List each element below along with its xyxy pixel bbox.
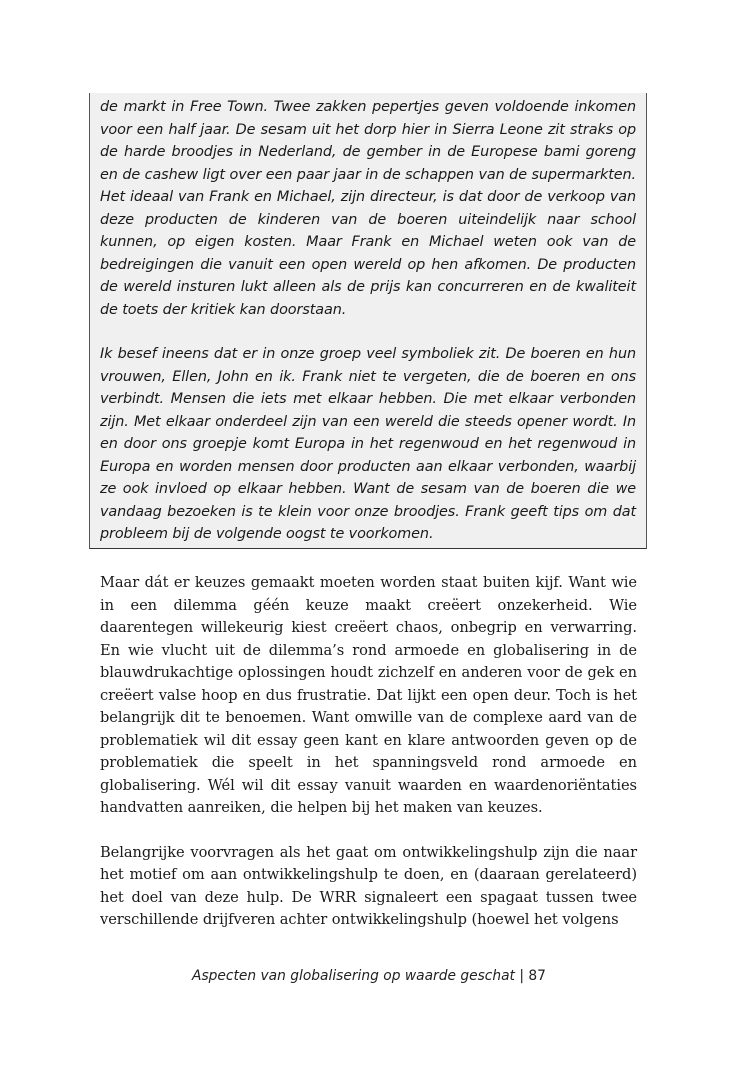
footer-separator: | [519,968,525,984]
body-paragraph-1: Maar dát er keuzes gemaakt moeten worden staat buiten kijf. Want wie in een dilemma géén keuze maakt creëert onzekerheid. Wie daarentegen willekeurig kiest creëert chaos, onbegrip en verwarring. En wie vlucht uit de dilemma’s rond armoede en globalisering in de blauwdrukachtige oplossingen houdt zichzelf en anderen voor de gek en creëert valse hoop en dus frustratie. Dat lijkt een open deur. Toch is het belangrijk dit te benoemen. Want omwille van de complexe aard van de problematiek wil dit essay geen kant en klare antwoorden geven op de problematiek die speelt in het spanningsveld rond armoede en globalisering. Wél wil dit essay vanuit waarden en waardenoriëntaties handvatten aanreiken, die helpen bij het maken van keuzes. [100,574,637,816]
footer-title: Aspecten van globalisering op waarde geschat [192,968,515,984]
quote-paragraph-1: de markt in Free Town. Twee zakken pepertjes geven voldoende inkomen voor een half jaar. De sesam uit het dorp hier in Sierra Leone zit straks op de harde broodjes in Nederland, de gember in de Europese bami goreng en de cashew ligt over een paar jaar in de schappen van de supermarkten. Het ideaal van Frank en Michael, zijn directeur, is dat door de verkoop van deze producten de kinderen van de boeren uiteindelijk naar school kunnen, op eigen kosten. Maar Frank en Michael weten ook van de bedreigingen die vanuit een open wereld op hen afkomen. De producten de wereld insturen lukt alleen als de prijs kan concurreren en de kwaliteit de toets der kritiek kan doorstaan. [100,99,636,318]
page-footer [0,968,738,984]
quote-box [89,93,647,549]
page-number: 87 [528,968,546,984]
body-paragraph-2: Belangrijke voorvragen als het gaat om ontwikkelingshulp zijn die naar het motief om aan ontwikkelingshulp te doen, en (daaraan gerelateerd) het doel van deze hulp. De WRR signaleert een spagaat tussen twee verschillende drijfveren achter ontwikkelingshulp (hoewel het volgens [100,843,637,928]
body-text [100,572,637,932]
quote-paragraph-2: Ik besef ineens dat er in onze groep veel symboliek zit. De boeren en hun vrouwen, Ellen, John en ik. Frank niet te vergeten, die de boeren en ons verbindt. Mensen die iets met elkaar hebben. Die met elkaar verbonden zijn. Met elkaar onderdeel zijn van een wereld die steeds opener wordt. In en door ons groepje komt Europa in het regenwoud en het regenwoud in Europa en worden mensen door producten aan elkaar verbonden, waarbij ze ook invloed op elkaar hebben. Want de sesam van de boeren die we vandaag bezoeken is te klein voor onze broodjes. Frank geeft tips om dat probleem bij de volgende oogst te voorkomen. [100,346,636,542]
